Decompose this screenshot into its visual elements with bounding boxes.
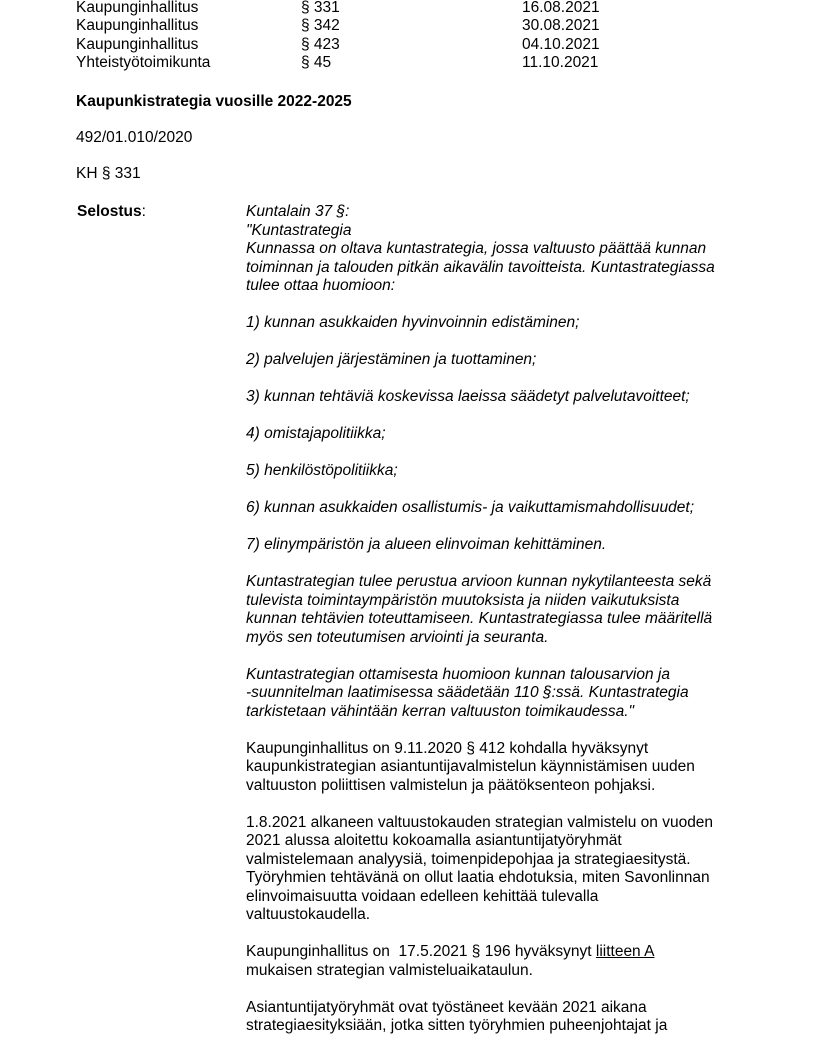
- history-body: Kaupunginhallitus: [76, 0, 199, 16]
- selostus-colon: :: [141, 203, 146, 220]
- law-paragraph-line: tarkistetaan vähintään kerran valtuuston toimikaudessa.": [246, 702, 635, 720]
- selostus-body: [246, 203, 766, 1036]
- law-item: 2) palvelujen järjestäminen ja tuottaminen;: [246, 351, 537, 368]
- paragraph-line: kaupunkistrategian asiantuntijavalmistelun käynnistämisen uuden: [246, 758, 695, 775]
- paragraph-line: mukaisen strategian valmisteluaikataulun.: [246, 961, 533, 979]
- selostus-label: [77, 203, 146, 221]
- law-paragraph-line: kunnan tehtävien toteuttamiseen. Kuntastrategiassa tulee määritellä: [246, 610, 713, 627]
- history-date: 11.10.2021: [522, 54, 599, 71]
- law-paragraph-line: Kuntastrategian tulee perustua arvioon kunnan nykytilanteesta sekä: [246, 573, 712, 590]
- law-paragraph-line: tulevista toimintaympäristön muutoksista ja niiden vaikutuksista: [246, 591, 680, 609]
- law-paragraph-line: -suunnitelman laatimisessa säädetään 110 §:ssä. Kuntastrategia: [246, 684, 689, 701]
- history-section: § 423: [301, 36, 340, 53]
- paragraph-line: 1.8.2021 alkaneen valtuustokauden strategian valmistelu on vuoden: [246, 813, 714, 831]
- paragraph-line: valmistelemaan analyysiä, toimenpidepohjaa ja strategiaesitystä.: [246, 850, 691, 868]
- history-date: 04.10.2021: [522, 36, 600, 53]
- paragraph-line: 2021 alussa aloitettu kokoamalla asiantuntijatyöryhmät: [246, 832, 622, 849]
- history-section: § 45: [301, 54, 332, 71]
- attachment-a-link[interactable]: liitteen A: [595, 943, 655, 960]
- history-body: Kaupunginhallitus: [76, 36, 199, 53]
- paragraph-line: elinvoimaisuutta voidaan edelleen kehittää tulevalla: [246, 887, 599, 905]
- law-paragraph-line: Kuntastrategian ottamisesta huomioon kunnan talousarvion ja: [246, 665, 670, 683]
- paragraph-line: Kaupunginhallitus on 9.11.2020 § 412 kohdalla hyväksynyt: [246, 739, 649, 757]
- document-title: Kaupunkistrategia vuosille 2022-2025: [76, 93, 352, 110]
- law-item: 7) elinympäristön ja alueen elinvoiman kehittäminen.: [246, 536, 607, 553]
- law-item: 4) omistajapolitiikka;: [246, 425, 386, 442]
- law-intro-line: tulee ottaa huomioon:: [246, 277, 396, 294]
- history-section: § 331: [301, 0, 340, 16]
- history-body: Yhteistyötoimikunta: [76, 54, 211, 71]
- schedule-text: Kaupunginhallitus on 17.5.2021 § 196 hyväksynyt: [246, 943, 596, 960]
- diary-number: 492/01.010/2020: [76, 129, 193, 146]
- law-intro-line: toiminnan ja talouden pitkän aikavälin tavoitteista. Kuntastrategiassa: [246, 258, 715, 276]
- paragraph-line: valtuuston poliittisen valmistelun ja päätöksenteon pohjaksi.: [246, 776, 656, 794]
- paragraph-line: Asiantuntijatyöryhmät ovat työstäneet kevään 2021 aikana: [246, 998, 647, 1016]
- paragraph-line: valtuustokaudella.: [246, 906, 371, 923]
- history-body: Kaupunginhallitus: [76, 17, 199, 34]
- history-section: § 342: [301, 17, 340, 34]
- law-heading: Kuntalain 37 §:: [246, 203, 350, 220]
- paragraph-line: Työryhmien tehtävänä on ollut laatia ehdotuksia, miten Savonlinnan: [246, 869, 710, 886]
- law-item: 6) kunnan asukkaiden osallistumis- ja vaikuttamismahdollisuudet;: [246, 499, 695, 516]
- law-intro-line: Kunnassa on oltava kuntastrategia, jossa valtuusto päättää kunnan: [246, 240, 707, 257]
- paragraph-line: strategiaesityksiään, jotka sitten työryhmien puheenjohtajat ja: [246, 1017, 668, 1034]
- law-quote-title: "Kuntastrategia: [246, 221, 352, 239]
- law-item: 3) kunnan tehtäviä koskevissa laeissa säädetyt palvelutavoitteet;: [246, 388, 690, 405]
- law-item: 5) henkilöstöpolitiikka;: [246, 462, 398, 479]
- law-item: 1) kunnan asukkaiden hyvinvoinnin edistäminen;: [246, 314, 580, 331]
- kh-reference: KH § 331: [76, 165, 141, 182]
- history-date: 30.08.2021: [522, 17, 600, 34]
- law-quote: [246, 203, 766, 721]
- law-paragraph-line: myös sen toteutumisen arviointi ja seuranta.: [246, 628, 549, 646]
- selostus-label-text: Selostus: [77, 203, 142, 220]
- history-date: 16.08.2021: [522, 0, 600, 16]
- schedule-line: [246, 943, 766, 962]
